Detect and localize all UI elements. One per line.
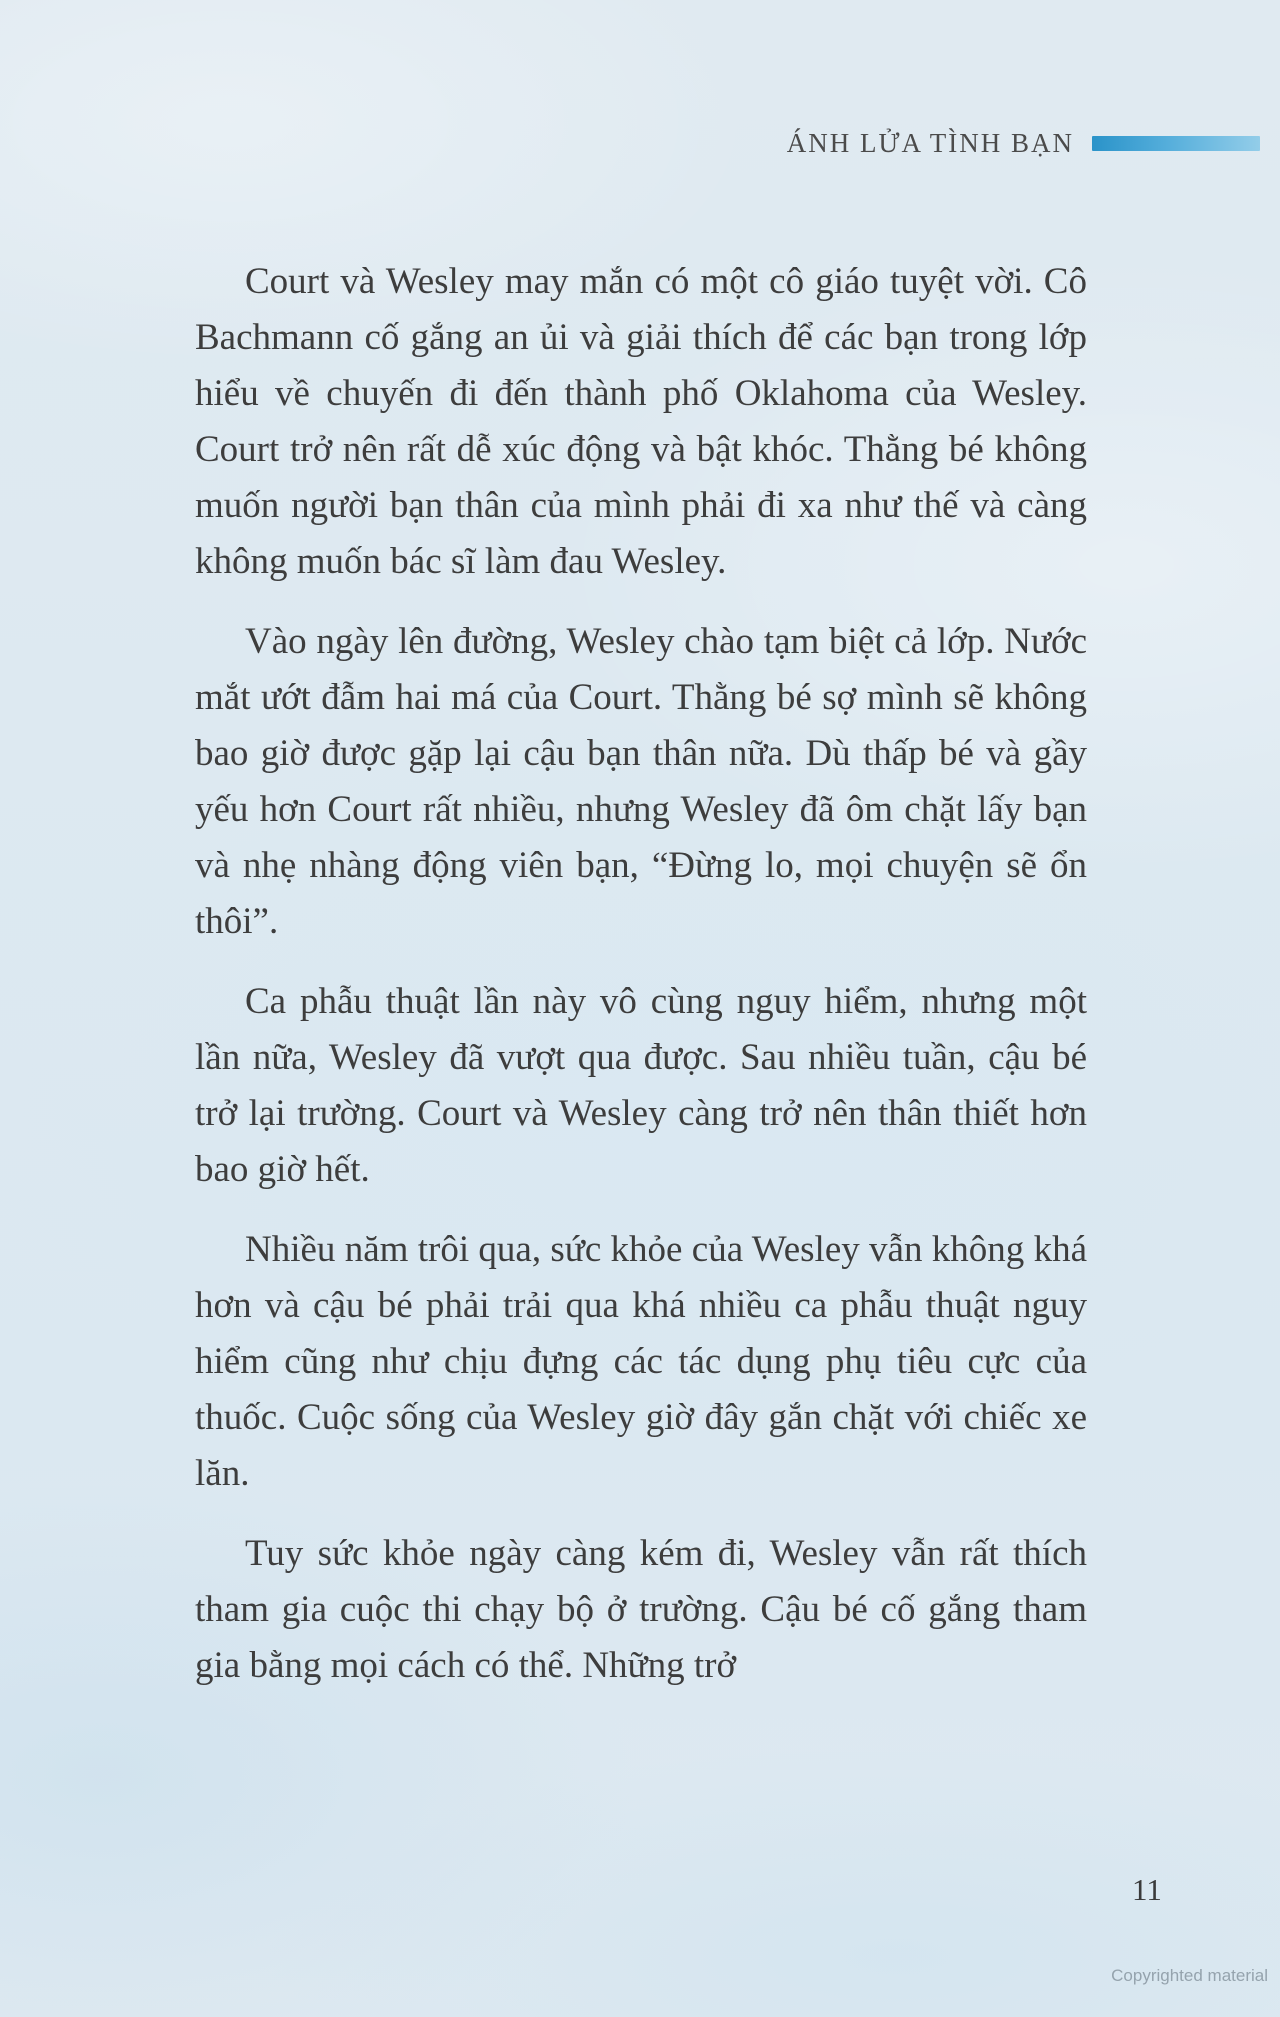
paragraph-1: Court và Wesley may mắn có một cô giáo tuyệt vời. Cô Bachmann cố gắng an ủi và giải thích để các bạn trong lớp hiểu về chuyến đi đến thành phố Oklahoma của Wesley. Court trở nên rất dễ xúc động và bật khóc. Thằng bé không muốn người bạn thân của mình phải đi xa như thế và càng không muốn bác sĩ làm đau Wesley. (195, 261, 1087, 582)
paragraph-5: Tuy sức khỏe ngày càng kém đi, Wesley vẫn rất thích tham gia cuộc thi chạy bộ ở trường. Cậu bé cố gắng tham gia bằng mọi cách có thể. Những trở (195, 1533, 1087, 1686)
page-number: 11 (1132, 1872, 1162, 1907)
paragraph-2: Vào ngày lên đường, Wesley chào tạm biệt cả lớp. Nước mắt ướt đẫm hai má của Court. Thằng bé sợ mình sẽ không bao giờ được gặp lại cậu bạn thân nữa. Dù thấp bé và gầy yếu hơn Court rất nhiều, nhưng Wesley đã ôm chặt lấy bạn và nhẹ nhàng động viên bạn, “Đừng lo, mọi chuyện sẽ ổn thôi”. (195, 621, 1087, 942)
copyright-note: Copyrighted material (1111, 1966, 1268, 1985)
body-text-block (195, 254, 1087, 1718)
paragraph-4: Nhiều năm trôi qua, sức khỏe của Wesley vẫn không khá hơn và cậu bé phải trải qua khá nhiều ca phẫu thuật nguy hiểm cũng như chịu đựng các tác dụng phụ tiêu cực của thuốc. Cuộc sống của Wesley giờ đây gắn chặt với chiếc xe lăn. (195, 1229, 1087, 1494)
running-head-title: ÁNH LỬA TÌNH BẠN (786, 128, 1074, 158)
paragraph-3: Ca phẫu thuật lần này vô cùng nguy hiểm, nhưng một lần nữa, Wesley đã vượt qua được. Sau nhiều tuần, cậu bé trở lại trường. Court và Wesley càng trở nên thân thiết hơn bao giờ hết. (195, 981, 1087, 1190)
page-header (0, 128, 1260, 159)
header-accent-bar (1092, 136, 1260, 151)
